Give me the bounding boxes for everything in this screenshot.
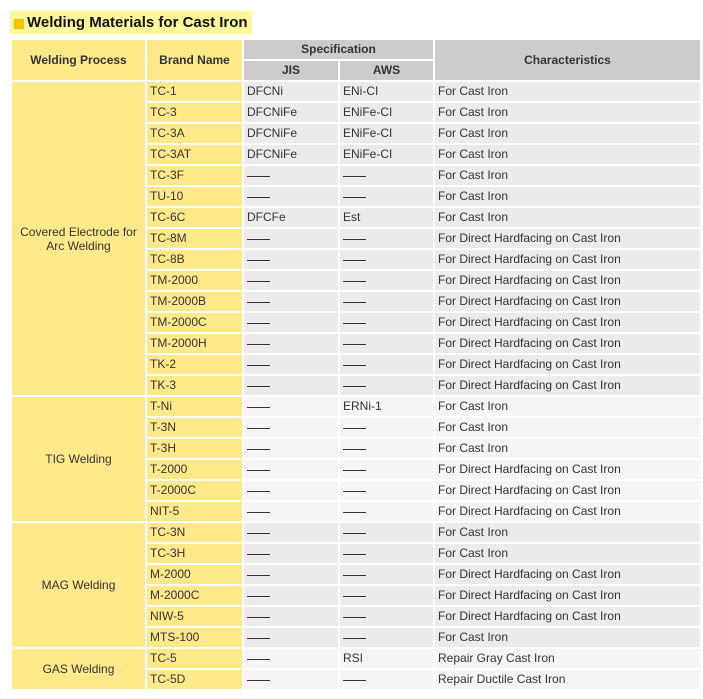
not-applicable-dash (343, 638, 366, 639)
brand-name-cell: TC-3AT (147, 145, 242, 164)
jis-cell (244, 313, 338, 332)
jis-cell (244, 544, 338, 563)
characteristics-cell: For Direct Hardfacing on Cast Iron (435, 292, 700, 311)
brand-name-cell: TC-3N (147, 523, 242, 542)
aws-cell (340, 460, 433, 479)
jis-cell (244, 376, 338, 395)
aws-cell (340, 523, 433, 542)
jis-cell (244, 502, 338, 521)
aws-cell (340, 250, 433, 269)
not-applicable-dash (247, 680, 270, 681)
not-applicable-dash (247, 344, 270, 345)
aws-cell (340, 670, 433, 689)
jis-cell (244, 334, 338, 353)
characteristics-cell: For Direct Hardfacing on Cast Iron (435, 502, 700, 521)
brand-name-cell: M-2000C (147, 586, 242, 605)
table-row (12, 397, 700, 416)
aws-cell (340, 628, 433, 647)
aws-cell (340, 292, 433, 311)
brand-name-cell: TC-1 (147, 82, 242, 101)
not-applicable-dash (247, 491, 270, 492)
jis-cell (244, 586, 338, 605)
brand-name-cell: MTS-100 (147, 628, 242, 647)
welding-process-cell: MAG Welding (12, 523, 145, 647)
jis-cell (244, 481, 338, 500)
jis-cell (244, 166, 338, 185)
not-applicable-dash (247, 365, 270, 366)
characteristics-cell: For Direct Hardfacing on Cast Iron (435, 313, 700, 332)
not-applicable-dash (247, 596, 270, 597)
characteristics-cell: For Cast Iron (435, 82, 700, 101)
not-applicable-dash (247, 302, 270, 303)
jis-cell (244, 292, 338, 311)
aws-cell (340, 565, 433, 584)
characteristics-cell: For Direct Hardfacing on Cast Iron (435, 355, 700, 374)
not-applicable-dash (343, 470, 366, 471)
not-applicable-dash (247, 638, 270, 639)
not-applicable-dash (343, 260, 366, 261)
brand-name-cell: TM-2000 (147, 271, 242, 290)
brand-name-cell: TC-3 (147, 103, 242, 122)
welding-process-cell: TIG Welding (12, 397, 145, 521)
not-applicable-dash (343, 365, 366, 366)
brand-name-cell: TU-10 (147, 187, 242, 206)
characteristics-cell: For Cast Iron (435, 628, 700, 647)
not-applicable-dash (343, 176, 366, 177)
not-applicable-dash (343, 197, 366, 198)
aws-cell (340, 544, 433, 563)
jis-cell (244, 607, 338, 626)
characteristics-cell: Repair Ductile Cast Iron (435, 670, 700, 689)
brand-name-cell: T-Ni (147, 397, 242, 416)
brand-name-cell: TC-3A (147, 124, 242, 143)
not-applicable-dash (343, 554, 366, 555)
characteristics-cell: For Cast Iron (435, 103, 700, 122)
jis-cell: DFCNiFe (244, 145, 338, 164)
aws-cell (340, 229, 433, 248)
brand-name-cell: T-3N (147, 418, 242, 437)
aws-cell (340, 334, 433, 353)
brand-name-cell: TM-2000B (147, 292, 242, 311)
not-applicable-dash (343, 281, 366, 282)
characteristics-cell: For Cast Iron (435, 145, 700, 164)
header-characteristics: Characteristics (435, 40, 700, 80)
jis-cell (244, 187, 338, 206)
jis-cell (244, 250, 338, 269)
brand-name-cell: NIT-5 (147, 502, 242, 521)
jis-cell (244, 271, 338, 290)
aws-cell (340, 607, 433, 626)
not-applicable-dash (247, 176, 270, 177)
not-applicable-dash (247, 197, 270, 198)
not-applicable-dash (247, 239, 270, 240)
not-applicable-dash (343, 239, 366, 240)
aws-cell: ENiFe-CI (340, 124, 433, 143)
brand-name-cell: TC-3F (147, 166, 242, 185)
jis-cell: DFCNiFe (244, 124, 338, 143)
characteristics-cell: For Direct Hardfacing on Cast Iron (435, 481, 700, 500)
characteristics-cell: For Cast Iron (435, 418, 700, 437)
table-row (12, 523, 700, 542)
not-applicable-dash (343, 428, 366, 429)
aws-cell: ERNi-1 (340, 397, 433, 416)
table-row (12, 649, 700, 668)
header-welding-process: Welding Process (12, 40, 145, 80)
not-applicable-dash (247, 554, 270, 555)
brand-name-cell: TM-2000C (147, 313, 242, 332)
jis-cell (244, 523, 338, 542)
header-aws: AWS (340, 61, 433, 80)
aws-cell (340, 439, 433, 458)
welding-materials-table (10, 38, 702, 691)
jis-cell (244, 397, 338, 416)
not-applicable-dash (247, 470, 270, 471)
not-applicable-dash (343, 449, 366, 450)
characteristics-cell: For Cast Iron (435, 208, 700, 227)
characteristics-cell: For Direct Hardfacing on Cast Iron (435, 607, 700, 626)
characteristics-cell: For Cast Iron (435, 166, 700, 185)
aws-cell (340, 166, 433, 185)
not-applicable-dash (343, 386, 366, 387)
brand-name-cell: TC-6C (147, 208, 242, 227)
jis-cell (244, 229, 338, 248)
aws-cell: ENiFe-CI (340, 103, 433, 122)
not-applicable-dash (343, 617, 366, 618)
not-applicable-dash (247, 407, 270, 408)
header-brand-name: Brand Name (147, 40, 242, 80)
characteristics-cell: For Direct Hardfacing on Cast Iron (435, 250, 700, 269)
brand-name-cell: TC-8M (147, 229, 242, 248)
not-applicable-dash (247, 428, 270, 429)
brand-name-cell: TC-8B (147, 250, 242, 269)
not-applicable-dash (343, 680, 366, 681)
header-row-1 (12, 40, 700, 59)
characteristics-cell: For Direct Hardfacing on Cast Iron (435, 271, 700, 290)
aws-cell (340, 271, 433, 290)
not-applicable-dash (247, 449, 270, 450)
table-body (12, 82, 700, 689)
characteristics-cell: Repair Gray Cast Iron (435, 649, 700, 668)
characteristics-cell: For Direct Hardfacing on Cast Iron (435, 229, 700, 248)
aws-cell (340, 313, 433, 332)
jis-cell (244, 670, 338, 689)
jis-cell: DFCNiFe (244, 103, 338, 122)
not-applicable-dash (343, 344, 366, 345)
aws-cell (340, 586, 433, 605)
jis-cell (244, 649, 338, 668)
brand-name-cell: TC-3H (147, 544, 242, 563)
not-applicable-dash (343, 302, 366, 303)
not-applicable-dash (247, 260, 270, 261)
brand-name-cell: NIW-5 (147, 607, 242, 626)
jis-cell: DFCFe (244, 208, 338, 227)
not-applicable-dash (247, 323, 270, 324)
not-applicable-dash (343, 512, 366, 513)
brand-name-cell: TK-3 (147, 376, 242, 395)
not-applicable-dash (247, 617, 270, 618)
section-title-bar (10, 11, 252, 34)
jis-cell (244, 418, 338, 437)
aws-cell (340, 376, 433, 395)
not-applicable-dash (343, 575, 366, 576)
jis-cell (244, 565, 338, 584)
brand-name-cell: TK-2 (147, 355, 242, 374)
aws-cell (340, 418, 433, 437)
brand-name-cell: T-2000C (147, 481, 242, 500)
characteristics-cell: For Cast Iron (435, 439, 700, 458)
welding-process-cell: Covered Electrode for Arc Welding (12, 82, 145, 395)
not-applicable-dash (247, 659, 270, 660)
characteristics-cell: For Cast Iron (435, 397, 700, 416)
brand-name-cell: T-2000 (147, 460, 242, 479)
brand-name-cell: TM-2000H (147, 334, 242, 353)
header-jis: JIS (244, 61, 338, 80)
table-row (12, 82, 700, 101)
characteristics-cell: For Direct Hardfacing on Cast Iron (435, 460, 700, 479)
not-applicable-dash (343, 491, 366, 492)
not-applicable-dash (343, 533, 366, 534)
characteristics-cell: For Direct Hardfacing on Cast Iron (435, 586, 700, 605)
brand-name-cell: TC-5D (147, 670, 242, 689)
not-applicable-dash (343, 323, 366, 324)
characteristics-cell: For Direct Hardfacing on Cast Iron (435, 376, 700, 395)
aws-cell: ENiFe-CI (340, 145, 433, 164)
brand-name-cell: T-3H (147, 439, 242, 458)
welding-process-cell: GAS Welding (12, 649, 145, 689)
title-square-icon (14, 19, 24, 29)
not-applicable-dash (247, 533, 270, 534)
brand-name-cell: M-2000 (147, 565, 242, 584)
jis-cell (244, 460, 338, 479)
page-title: Welding Materials for Cast Iron (27, 14, 248, 31)
aws-cell (340, 481, 433, 500)
not-applicable-dash (247, 386, 270, 387)
characteristics-cell: For Cast Iron (435, 187, 700, 206)
characteristics-cell: For Cast Iron (435, 124, 700, 143)
jis-cell (244, 355, 338, 374)
not-applicable-dash (247, 575, 270, 576)
not-applicable-dash (247, 281, 270, 282)
jis-cell (244, 628, 338, 647)
aws-cell (340, 355, 433, 374)
jis-cell: DFCNi (244, 82, 338, 101)
aws-cell: Est (340, 208, 433, 227)
aws-cell (340, 187, 433, 206)
characteristics-cell: For Cast Iron (435, 544, 700, 563)
aws-cell: RSI (340, 649, 433, 668)
characteristics-cell: For Direct Hardfacing on Cast Iron (435, 334, 700, 353)
jis-cell (244, 439, 338, 458)
not-applicable-dash (343, 596, 366, 597)
aws-cell: ENi-CI (340, 82, 433, 101)
not-applicable-dash (247, 512, 270, 513)
characteristics-cell: For Direct Hardfacing on Cast Iron (435, 565, 700, 584)
header-specification: Specification (244, 40, 433, 59)
brand-name-cell: TC-5 (147, 649, 242, 668)
aws-cell (340, 502, 433, 521)
characteristics-cell: For Cast Iron (435, 523, 700, 542)
